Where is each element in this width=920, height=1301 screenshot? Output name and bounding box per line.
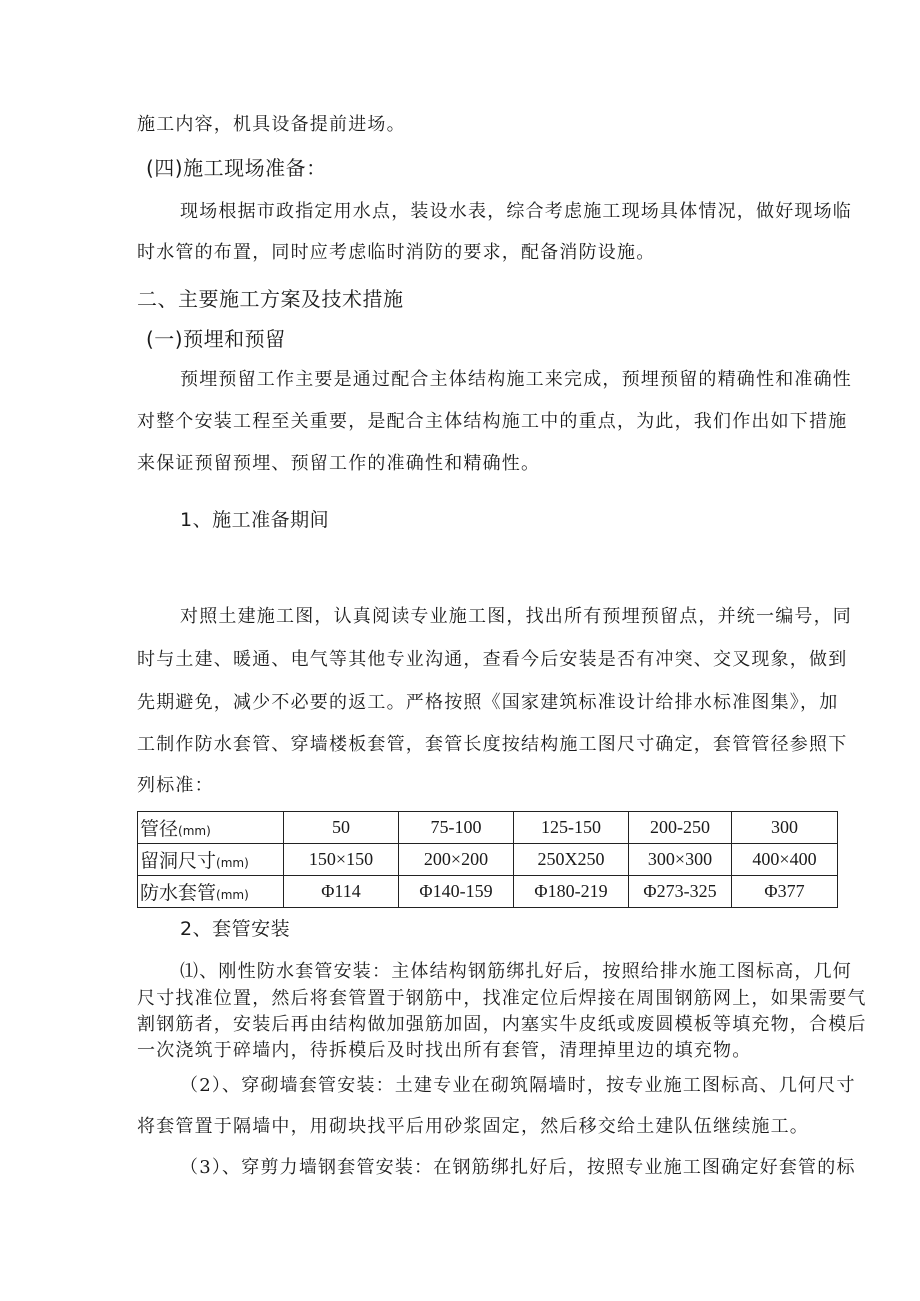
table-row (138, 876, 838, 908)
table-cell: 200-250 (629, 812, 732, 844)
body-text: 一次浇筑于碎墙内，待拆模后及时找出所有套管，清理掉里边的填充物。 (137, 1040, 752, 1061)
body-text: 来保证预留预埋、预留工作的准确性和精确性。 (137, 453, 541, 474)
table-cell: Φ377 (732, 876, 838, 908)
body-text: 预埋预留工作主要是通过配合主体结构施工来完成，预埋预留的精确性和准确性 (180, 369, 852, 390)
body-text: 时与土建、暖通、电气等其他专业沟通，查看今后安装是否有冲突、交叉现象，做到 (137, 649, 848, 670)
table-cell: 125-150 (514, 812, 629, 844)
body-text: 施工内容，机具设备提前进场。 (137, 114, 406, 135)
subsection-heading: 1、施工准备期间 (180, 509, 330, 531)
row-header: 留洞尺寸(mm) (138, 844, 284, 876)
table-cell: 250X250 (514, 844, 629, 876)
table-cell: 400×400 (732, 844, 838, 876)
body-text: 先期避免，减少不必要的返工。严格按照《国家建筑标准设计给排水标准图集》，加 (137, 692, 839, 713)
body-text: （3）、穿剪力墙钢套管安装：在钢筋绑扎好后，按照专业施工图确定好套管的标 (180, 1157, 856, 1178)
table-cell: 75-100 (399, 812, 514, 844)
body-text: ⑴、刚性防水套管安装：主体结构钢筋绑扎好后，按照给排水施工图标高，几何 (180, 961, 852, 982)
body-text: （2）、穿砌墙套管安装：土建专业在砌筑隔墙时，按专业施工图标高、几何尺寸 (180, 1075, 856, 1096)
body-text: 现场根据市政指定用水点，装设水表，综合考虑施工现场具体情况，做好现场临 (180, 201, 852, 222)
table-cell: Φ273-325 (629, 876, 732, 908)
row-header: 防水套管(mm) (138, 876, 284, 908)
body-text: 将套管置于隔墙中，用砌块找平后用砂浆固定，然后移交给土建队伍继续施工。 (137, 1116, 809, 1137)
table-cell: 300 (732, 812, 838, 844)
section-heading: (一)预埋和预留 (146, 327, 286, 351)
table-cell: 300×300 (629, 844, 732, 876)
section-heading: (四)施工现场准备： (146, 156, 327, 180)
body-text: 工制作防水套管、穿墙楼板套管，套管长度按结构施工图尺寸确定，套管管径参照下 (137, 734, 848, 755)
table-cell: Φ140-159 (399, 876, 514, 908)
row-header: 管径(mm) (138, 812, 284, 844)
body-text: 对整个安装工程至关重要，是配合主体结构施工中的重点，为此，我们作出如下措施 (137, 411, 848, 432)
chapter-heading: 二、主要施工方案及技术措施 (137, 287, 404, 311)
body-text: 尺寸找准位置，然后将套管置于钢筋中，找准定位后焊接在周围钢筋网上，如果需要气 (137, 988, 867, 1009)
table-row (138, 812, 838, 844)
table-row (138, 844, 838, 876)
table-cell: 150×150 (284, 844, 399, 876)
subsection-heading: 2、套管安装 (180, 918, 291, 940)
table-cell: 200×200 (399, 844, 514, 876)
body-text: 列标准： (137, 775, 214, 796)
body-text: 时水管的布置，同时应考虑临时消防的要求，配备消防设施。 (137, 242, 656, 263)
table-cell: Φ180-219 (514, 876, 629, 908)
sleeve-standard-table (137, 811, 838, 908)
body-text: 对照土建施工图，认真阅读专业施工图，找出所有预埋预留点，并统一编号，同 (180, 606, 852, 627)
table-cell: Φ114 (284, 876, 399, 908)
body-text: 割钢筋者，安装后再由结构做加强筋加固，内塞实牛皮纸或废圆模板等填充物，合模后 (137, 1014, 867, 1035)
table-cell: 50 (284, 812, 399, 844)
